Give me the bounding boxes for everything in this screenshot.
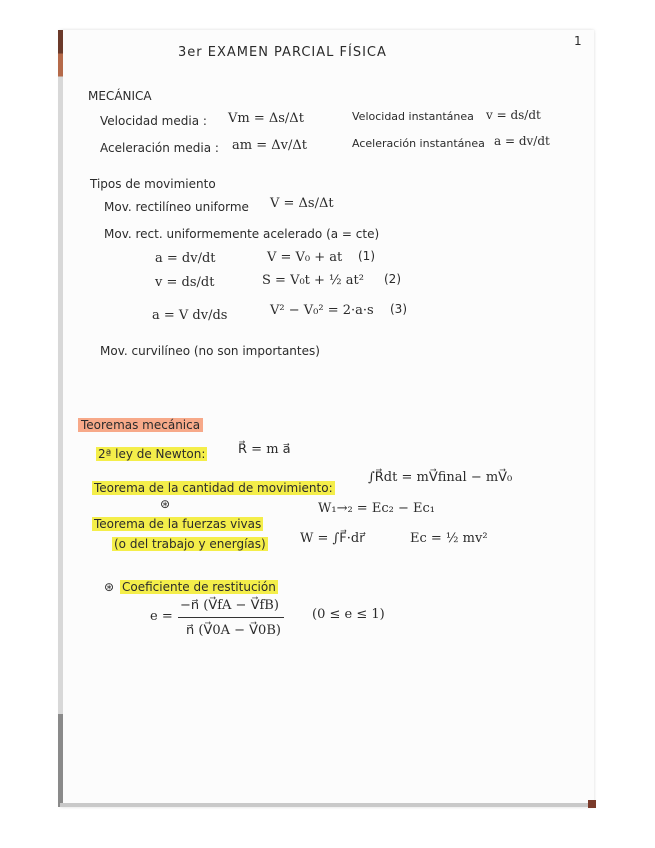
page-left-edge [58, 30, 63, 807]
vel-media-eq: Vm = Δs/Δt [228, 111, 304, 126]
vel-media-label: Velocidad media : [100, 114, 207, 128]
newton-label: 2ª ley de Newton: [98, 447, 206, 461]
curvilineo-label: Mov. curvilíneo (no son importantes) [100, 344, 320, 358]
eq1-left: a = dv/dt [155, 251, 216, 266]
e-range: (0 ≤ e ≤ 1) [312, 607, 385, 622]
e-denominator: n⃗ (V⃗0A − V⃗0B) [186, 623, 281, 638]
page-title: 3er EXAMEN PARCIAL FÍSICA [178, 45, 387, 60]
newton-eq: R⃗ = m a⃗ [238, 442, 291, 457]
mru-label: Mov. rectilíneo uniforme [104, 200, 249, 214]
mecanica-heading: MECÁNICA [88, 89, 152, 103]
page-number: 1 [574, 34, 582, 48]
eq2-right: S = V₀t + ½ at² [262, 273, 364, 288]
cant-mov-eq: ∫R⃗dt = mV⃗final − mV⃗₀ [368, 470, 513, 485]
page-corner [588, 800, 596, 808]
cant-mov-star: ⊛ [160, 497, 171, 511]
coef-label: Coeficiente de restitución [122, 580, 276, 594]
e-label: e = [150, 609, 173, 624]
acel-inst-label: Aceleración instantánea [352, 137, 485, 150]
eq3-num: (3) [390, 302, 407, 316]
mrua-label: Mov. rect. uniformemente acelerado (a = cte) [104, 227, 380, 241]
acel-media-label: Aceleración media : [100, 141, 219, 155]
eq3-left: a = V dv/ds [152, 308, 228, 323]
w-eq: W = ∫F⃗·dr⃗ [300, 531, 365, 546]
vel-inst-label: Velocidad instantánea [352, 110, 474, 123]
eq2-num: (2) [384, 272, 401, 286]
ec-eq: Ec = ½ mv² [410, 531, 488, 546]
eq1-right: V = V₀ + at [267, 250, 343, 265]
mru-eq: V = Δs/Δt [270, 196, 334, 211]
e-fraction-line [178, 617, 284, 618]
cant-mov-label: Teorema de la cantidad de movimiento: [94, 481, 333, 495]
page-bottom-edge [60, 803, 594, 807]
acel-inst-eq: a = dv/dt [494, 134, 550, 148]
fuerzas-vivas-label: Teorema de la fuerzas vivas [94, 517, 262, 531]
coef-star: ⊛ [104, 580, 115, 594]
eq2-left: v = ds/dt [155, 275, 215, 290]
teoremas-heading: Teoremas mecánica [78, 418, 203, 432]
acel-media-eq: am = Δv/Δt [232, 138, 307, 153]
eq3-right: V² − V₀² = 2·a·s [270, 303, 374, 318]
fuerzas-vivas-sub: (o del trabajo y energías) [114, 537, 266, 551]
trabajo-eq: W₁→₂ = Ec₂ − Ec₁ [318, 501, 435, 516]
eq1-num: (1) [358, 249, 375, 263]
e-numerator: −n⃗ (V⃗fA − V⃗fB) [180, 598, 279, 613]
vel-inst-eq: v = ds/dt [486, 108, 541, 122]
tipos-heading: Tipos de movimiento [90, 177, 216, 191]
